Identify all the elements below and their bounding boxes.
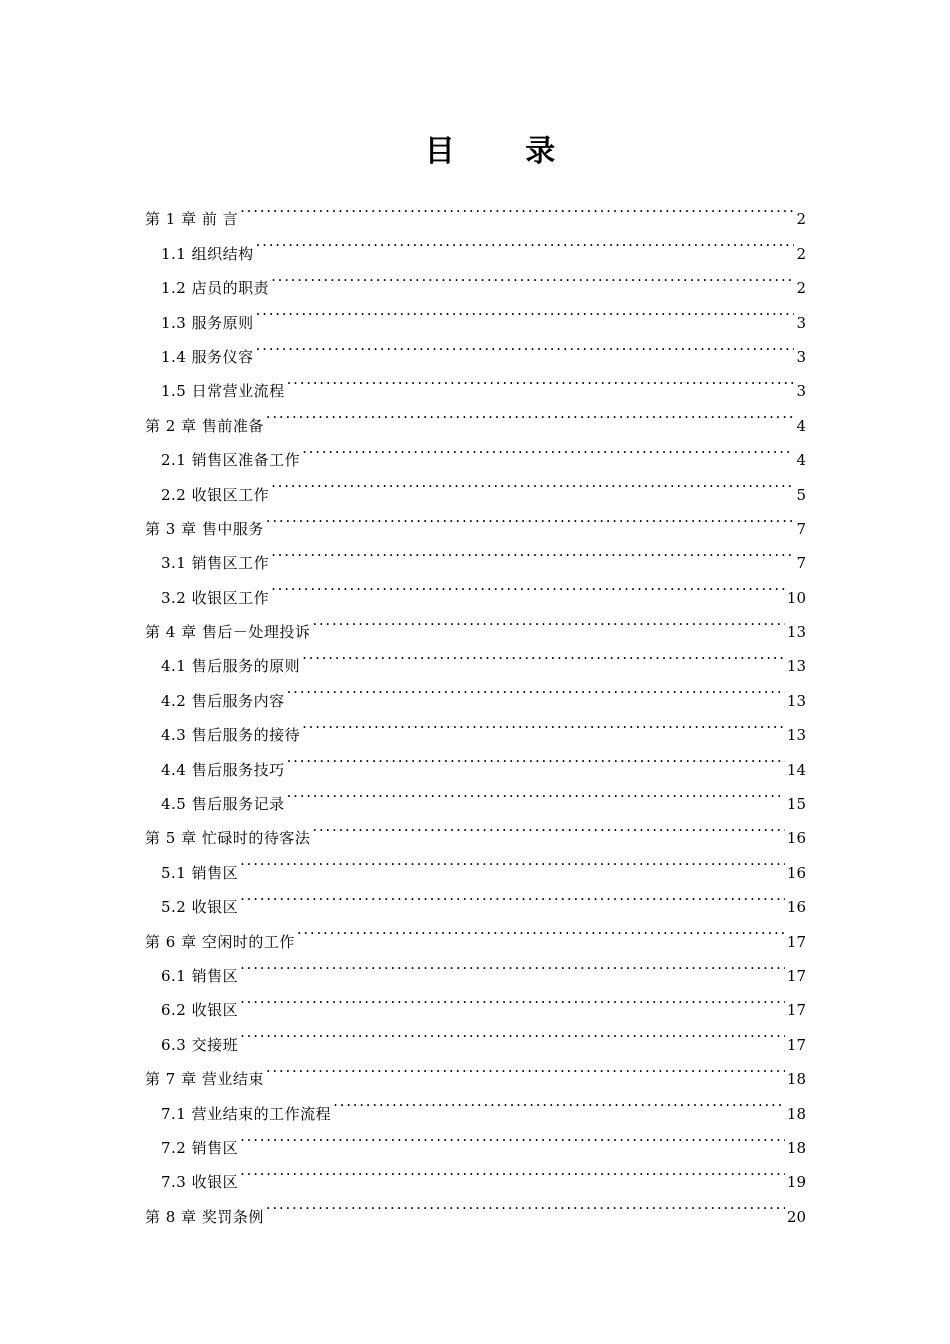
toc-entry-label: 4.2 售后服务内容 — [161, 691, 285, 710]
toc-entry-label: 6.1 销售区 — [161, 966, 239, 985]
toc-entry-label: 5.1 销售区 — [161, 863, 239, 882]
toc-entry-label: 第 8 章 奖罚条例 — [145, 1207, 264, 1226]
toc-chapter-entry[interactable] — [145, 912, 806, 951]
toc-page-number: 16 — [786, 829, 806, 848]
toc-dot-leader — [256, 224, 795, 258]
toc-chapter-entry[interactable] — [145, 190, 806, 229]
toc-page-number: 16 — [786, 898, 806, 917]
toc-page-number: 2 — [796, 210, 806, 229]
toc-section-entry[interactable] — [145, 981, 806, 1020]
toc-entry-label: 第 2 章 售前准备 — [145, 416, 264, 435]
toc-page-number: 14 — [786, 760, 806, 779]
toc-entry-label: 2.1 销售区准备工作 — [161, 451, 301, 470]
toc-entry-label: 2.2 收银区工作 — [161, 485, 270, 504]
toc-entry-label: 1.3 服务原则 — [161, 313, 254, 332]
toc-entry-label: 1.1 组织结构 — [161, 244, 254, 263]
toc-page-number: 17 — [786, 1001, 806, 1020]
toc-dot-leader — [240, 1015, 785, 1049]
toc-dot-leader — [287, 671, 785, 705]
toc-entry-label: 第 7 章 营业结束 — [145, 1070, 264, 1089]
toc-page-number: 16 — [786, 863, 806, 882]
toc-dot-leader — [333, 1084, 785, 1118]
toc-dot-leader — [240, 947, 785, 981]
toc-page-number: 18 — [786, 1070, 806, 1089]
toc-dot-leader — [240, 1153, 785, 1187]
toc-page-number: 15 — [786, 795, 806, 814]
toc-entry-label: 3.1 销售区工作 — [161, 554, 270, 573]
toc-chapter-entry[interactable] — [145, 1187, 806, 1226]
toc-dot-leader — [312, 603, 785, 637]
toc-dot-leader — [302, 706, 785, 740]
toc-entry-label: 4.3 售后服务的接待 — [161, 726, 301, 745]
toc-section-entry[interactable] — [145, 947, 806, 985]
toc-entry-label: 1.4 服务仪容 — [161, 347, 254, 366]
toc-page-number: 18 — [786, 1104, 806, 1123]
toc-page-number: 20 — [786, 1207, 806, 1226]
toc-entry-label: 第 6 章 空闲时的工作 — [145, 932, 295, 951]
toc-dot-leader — [266, 1050, 785, 1084]
toc-dot-leader — [266, 500, 795, 534]
toc-entry-label: 第 1 章 前 言 — [145, 210, 239, 229]
toc-section-entry[interactable] — [145, 224, 806, 263]
toc-page-number: 7 — [796, 519, 806, 538]
toc-dot-leader — [302, 637, 785, 671]
toc-entry-label: 1.5 日常营业流程 — [161, 382, 285, 401]
toc-entry-label: 5.2 收银区 — [161, 898, 239, 917]
toc-page-number: 2 — [796, 279, 806, 298]
toc-entry-label: 6.3 交接班 — [161, 1035, 239, 1054]
toc-page-number: 5 — [796, 485, 806, 504]
toc-page-number: 18 — [786, 1138, 806, 1157]
toc-section-entry[interactable] — [145, 1119, 806, 1157]
toc-entry-label: 4.1 售后服务的原则 — [161, 657, 301, 676]
toc-dot-leader — [287, 740, 785, 774]
toc-dot-leader — [240, 878, 785, 912]
toc-entry-label: 1.2 店员的职责 — [161, 279, 270, 298]
toc-dot-leader — [287, 362, 795, 396]
toc-page-number: 2 — [796, 244, 806, 263]
toc-dot-leader — [271, 465, 794, 499]
toc-entry-label: 第 3 章 售中服务 — [145, 519, 264, 538]
toc-entry-label: 第 4 章 售后－处理投诉 — [145, 623, 311, 642]
table-of-contents — [145, 190, 806, 1226]
toc-page-number: 13 — [786, 623, 806, 642]
toc-dot-leader — [266, 1187, 785, 1221]
toc-page-number: 3 — [796, 313, 806, 332]
toc-page-number: 19 — [786, 1173, 806, 1192]
toc-section-entry[interactable] — [145, 843, 806, 882]
toc-dot-leader — [302, 431, 794, 465]
toc-page-number: 3 — [796, 347, 806, 366]
toc-dot-leader — [287, 775, 785, 809]
toc-dot-leader — [266, 396, 795, 430]
toc-page-number: 4 — [796, 451, 806, 470]
page-title: 目 录 — [424, 134, 586, 169]
toc-entry-label: 6.2 收银区 — [161, 1001, 239, 1020]
toc-page-number: 13 — [786, 691, 806, 710]
toc-chapter-entry[interactable] — [145, 1050, 806, 1089]
toc-page-number: 13 — [786, 657, 806, 676]
toc-dot-leader — [240, 190, 794, 224]
toc-entry-label: 7.2 销售区 — [161, 1138, 239, 1157]
toc-dot-leader — [297, 912, 785, 946]
toc-page-number: 17 — [786, 932, 806, 951]
toc-page-number: 7 — [796, 554, 806, 573]
toc-page-number: 17 — [786, 1035, 806, 1054]
toc-entry-label: 第 5 章 忙碌时的待客法 — [145, 829, 311, 848]
toc-section-entry[interactable] — [145, 1015, 806, 1054]
toc-entry-label: 4.5 售后服务记录 — [161, 795, 285, 814]
toc-entry-label: 7.1 营业结束的工作流程 — [161, 1104, 332, 1123]
toc-dot-leader — [240, 1119, 785, 1153]
toc-section-entry[interactable] — [145, 878, 806, 917]
toc-dot-leader — [240, 981, 785, 1015]
toc-dot-leader — [312, 809, 785, 843]
toc-entry-label: 7.3 收银区 — [161, 1173, 239, 1192]
toc-dot-leader — [271, 259, 794, 293]
toc-page-number: 4 — [796, 416, 806, 435]
toc-entry-label: 3.2 收银区工作 — [161, 588, 270, 607]
toc-page-number: 10 — [786, 588, 806, 607]
toc-page-number: 17 — [786, 966, 806, 985]
toc-dot-leader — [256, 293, 795, 327]
toc-page-number: 13 — [786, 726, 806, 745]
toc-page-number: 3 — [796, 382, 806, 401]
toc-entry-label: 4.4 售后服务技巧 — [161, 760, 285, 779]
toc-section-entry[interactable] — [145, 1153, 806, 1192]
toc-dot-leader — [271, 568, 785, 602]
toc-dot-leader — [271, 534, 794, 568]
toc-dot-leader — [240, 843, 785, 877]
toc-dot-leader — [256, 328, 795, 362]
